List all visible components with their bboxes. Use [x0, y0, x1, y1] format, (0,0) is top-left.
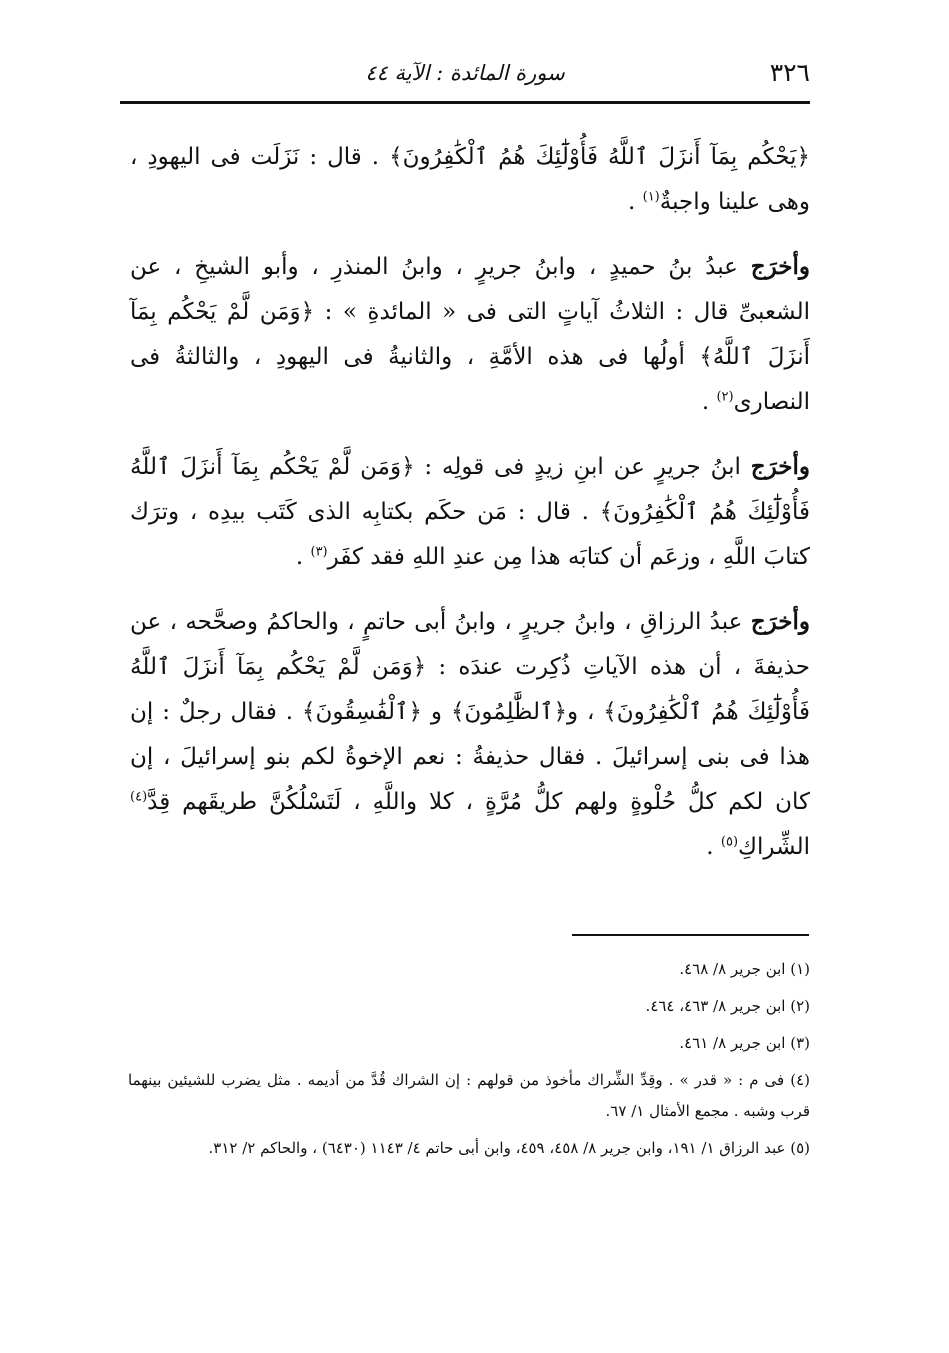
paragraph-text: عبدُ بنُ حميدٍ ، وابنُ جريرٍ ، وابنُ المنذرِ ، وأبو الشيخِ ، عن الشعبىِّ قال : الثلاثُ آياتٍ التى فى « المائدةِ » : ﴿وَمَن لَّمْ يَحْكُم بِمَآ أَنزَلَ ٱللَّهُ﴾ أولُها فى هذه الأمَّةِ ، والثانيةُ فى اليهودِ ، والثالثةُ فى النصارى: [130, 254, 810, 415]
page-number: ٣٢٦: [769, 58, 810, 87]
footnote-separator: [572, 934, 809, 936]
footnote-marker-4[interactable]: (٤): [130, 789, 148, 805]
footnote-marker-1[interactable]: (١): [642, 189, 660, 205]
paragraph-tail: الشِّراكِ: [738, 834, 810, 860]
paragraph-3: [130, 444, 810, 580]
paragraph-lead-word: وأخرَج: [750, 453, 810, 480]
footnote-marker-5[interactable]: (٥): [720, 834, 739, 850]
paragraph-text: ﴿يَحْكُم بِمَآ أَنزَلَ ٱللَّهُ فَأُوْلَٰٓئِكَ هُمُ ٱلْكَٰفِرُونَ﴾ . قال : نَزَلَت فى اليهودِ ، وهى علينا واجبةٌ: [130, 144, 810, 215]
paragraph-tail: .: [701, 389, 717, 415]
paragraph-2: [130, 244, 810, 425]
footnote-marker-3[interactable]: (٣): [310, 544, 328, 560]
paragraph-1: [130, 135, 810, 225]
footnote-2: (٢) ابن جرير ٨/ ٤٦٣، ٤٦٤.: [645, 997, 810, 1015]
footnote-3: (٣) ابن جرير ٨/ ٤٦١.: [679, 1034, 810, 1052]
footnote-marker-2[interactable]: (٢): [716, 389, 734, 405]
footnote-4: (٤) فى م : « قدر » . وقِدِّ الشِّراك مأخوذ من قولهم : إن الشراك قُدَّ من أديمه . مثل يضرب للشيئين بينهما قرب وشبه . مجمع الأمثال ١/ ٦٧.: [128, 1071, 810, 1120]
main-text: [130, 135, 810, 889]
page-header: [120, 56, 810, 100]
running-title: سورة المائدة : الآية ٤٤: [365, 61, 565, 85]
footnotes: [128, 954, 810, 1170]
header-rule: [120, 101, 810, 104]
footnote-5: (٥) عبد الرزاق ١/ ١٩١، وابن جرير ٨/ ٤٥٨، ٤٥٩، وابن أبى حاتم ٤/ ١١٤٣ (٦٤٣٠) ، والحاكم ٢/ ٣١٢.: [208, 1139, 810, 1157]
paragraph-tail: .: [706, 834, 721, 860]
paragraph-lead-word: وأخرَج: [750, 253, 810, 280]
paragraph-tail: .: [295, 544, 311, 570]
paragraph-text: عبدُ الرزاقِ ، وابنُ جريرٍ ، وابنُ أبى حاتمٍ ، والحاكمُ وصحَّحه ، عن حذيفةَ ، أن هذه الآياتِ ذُكِرت عندَه : ﴿وَمَن لَّمْ يَحْكُم بِمَآ أَنزَلَ ٱللَّهُ فَأُوْلَٰٓئِكَ هُمُ ٱلْكَٰفِرُونَ﴾ ، و﴿ٱلظَّٰلِمُونَ﴾ و ﴿ٱلْفَٰسِقُونَ﴾ . فقال رجلٌ : إن هذا فى بنى إسرائيلَ . فقال حذيفةُ : نعم الإخوةُ لكم بنو إسرائيلَ ، إن كان لكم كلُّ حُلْوةٍ ولهم كلُّ مُرَّةٍ ، كلا واللَّهِ ، لَتَسْلُكُنَّ طريقَهم قِدَّ: [130, 609, 810, 815]
footnote-1: (١) ابن جرير ٨/ ٤٦٨.: [679, 960, 810, 978]
paragraph-lead-word: وأخرَج: [750, 608, 810, 635]
paragraph-4: [130, 599, 810, 870]
paragraph-text: ابنُ جريرٍ عن ابنِ زيدٍ فى قولِه : ﴿وَمَن لَّمْ يَحْكُم بِمَآ أَنزَلَ ٱللَّهُ فَأُوْلَٰٓئِكَ هُمُ ٱلْكَٰفِرُونَ﴾ . قال : مَن حكَم بكتابِه الذى كَتَب بيدِه ، وترَك كتابَ اللَّهِ ، وزعَم أن كتابَه هذا مِن عندِ اللهِ فقد كفَر: [130, 454, 810, 570]
paragraph-tail: .: [627, 189, 643, 215]
